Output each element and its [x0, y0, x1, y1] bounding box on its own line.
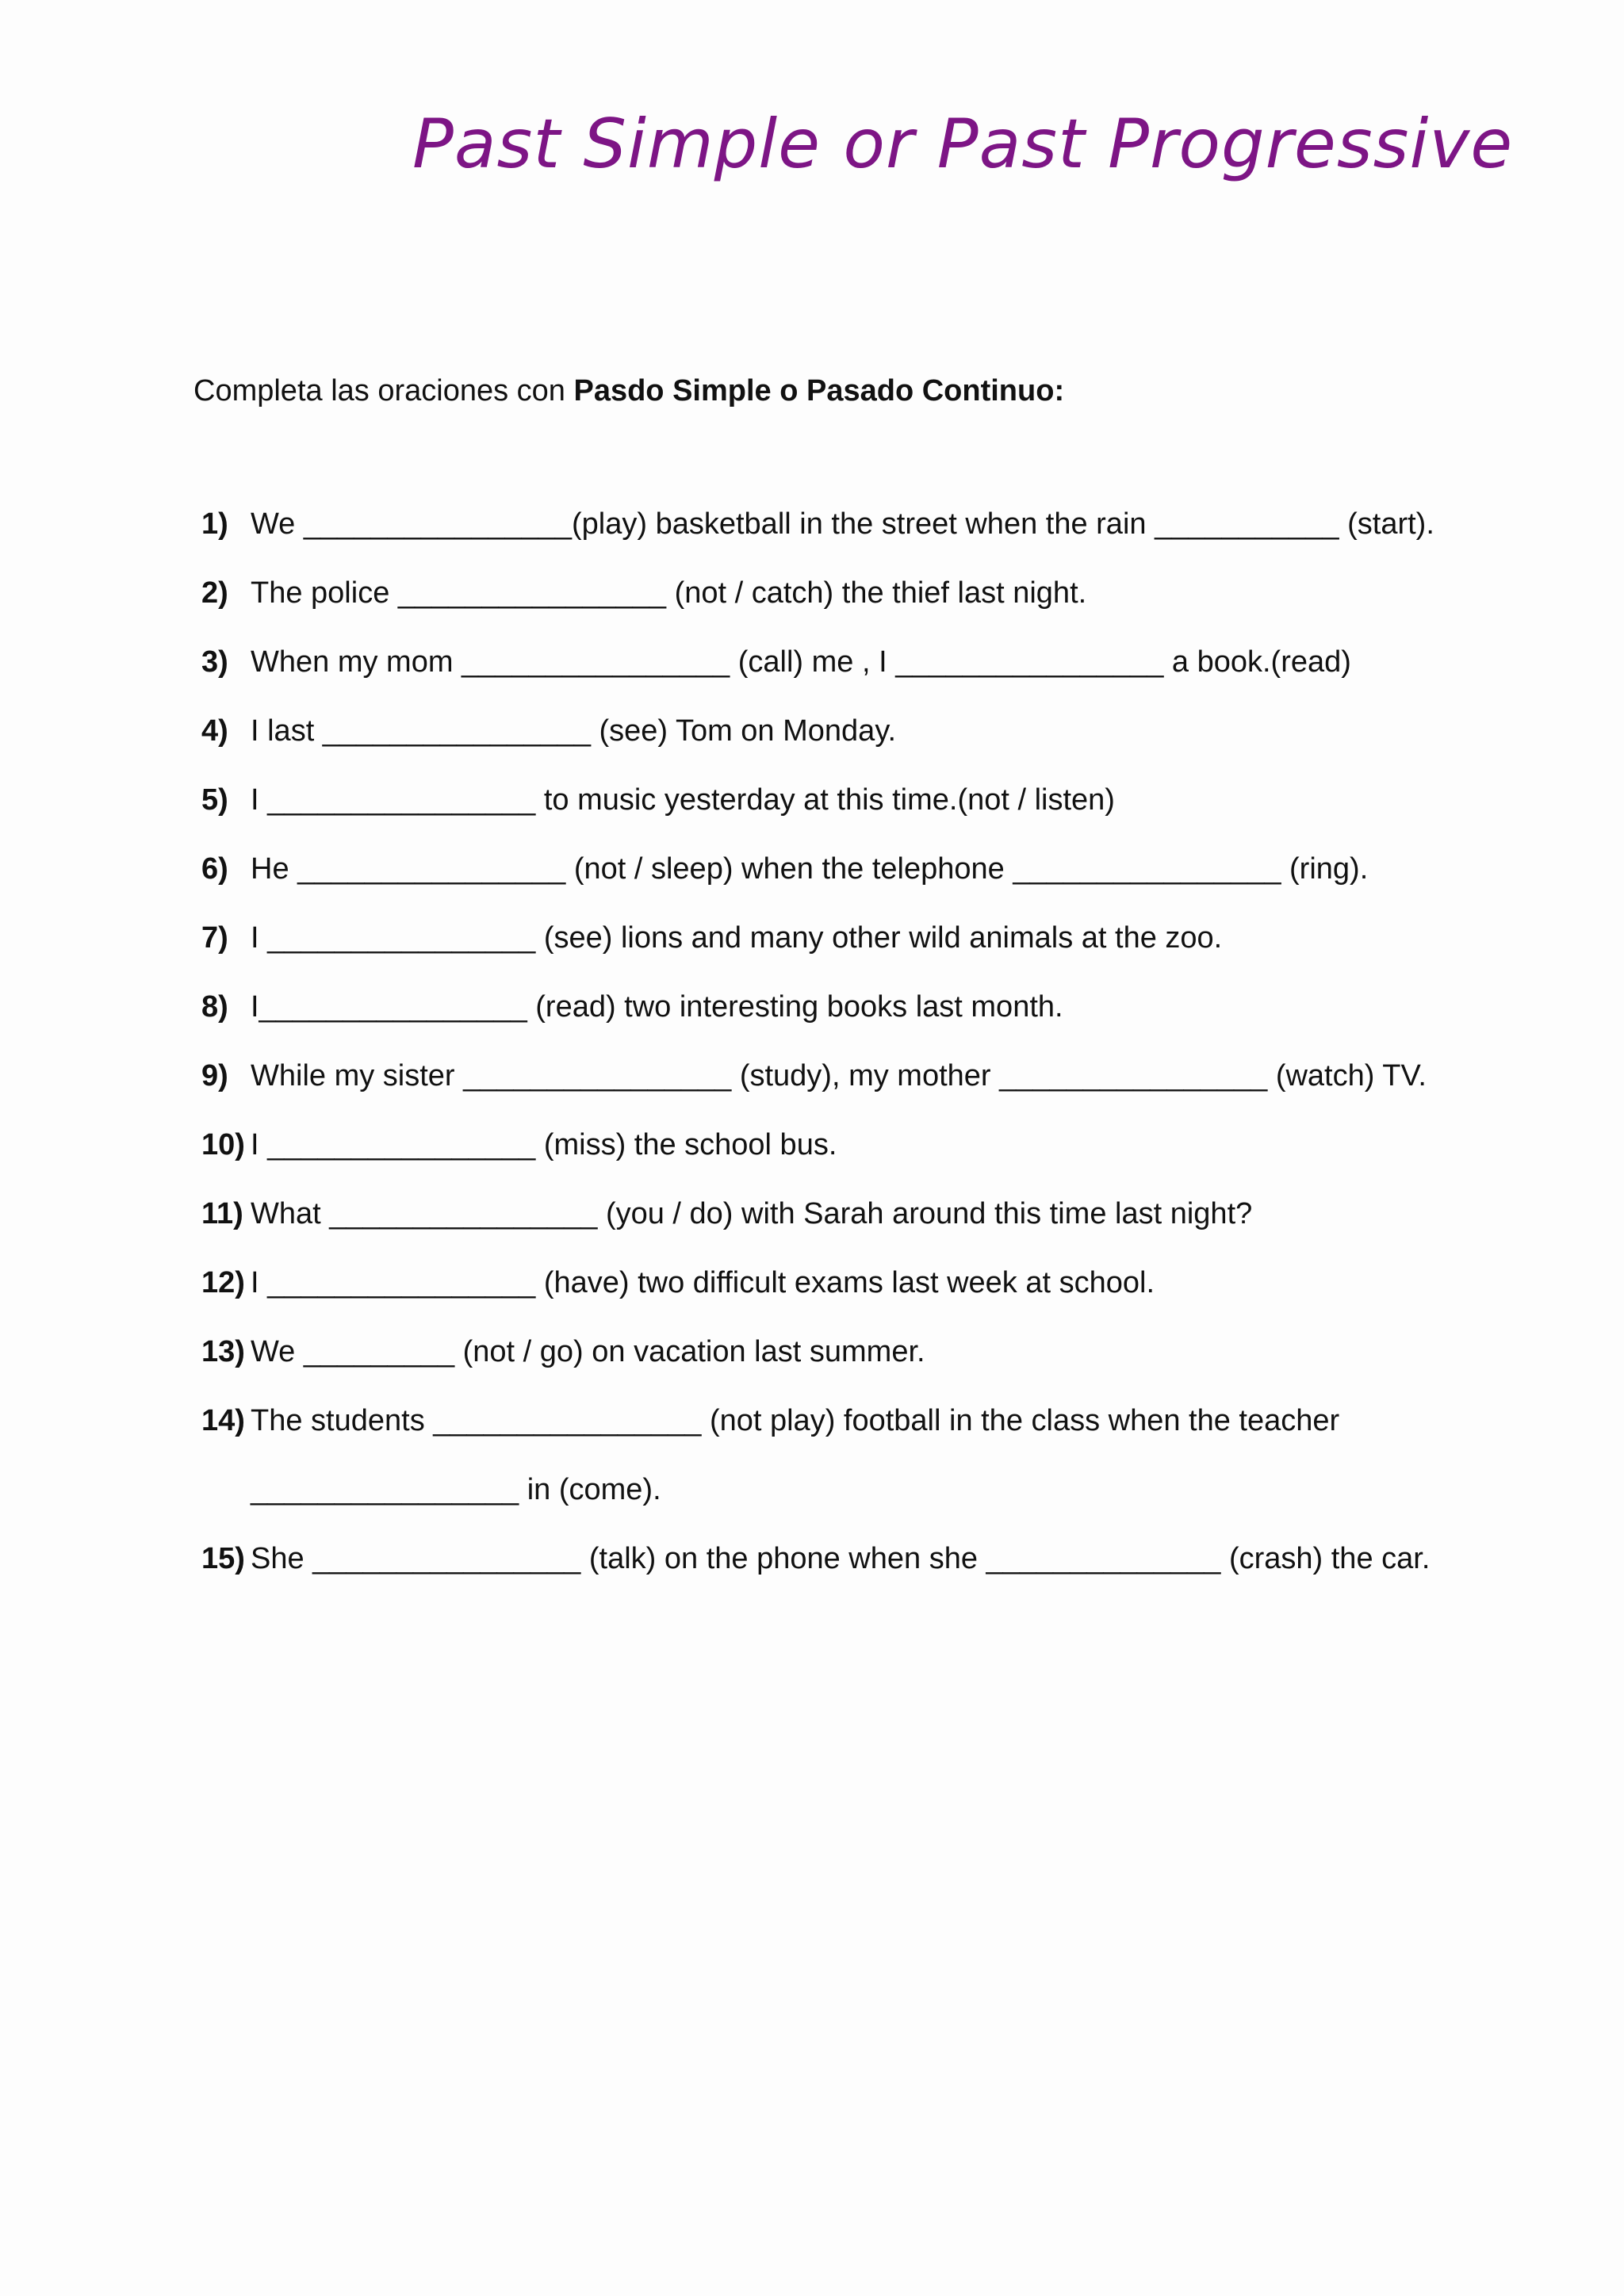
item-number: 14): [201, 1404, 245, 1437]
item-text: I ________________ (have) two difficult exams last week at school.: [251, 1266, 1155, 1299]
item-text: I last ________________ (see) Tom on Monday.: [251, 714, 897, 748]
instructions-text: Completa las oraciones con: [193, 374, 574, 408]
item-number: 5): [201, 783, 228, 817]
exercise-item-14-continuation: ________________ in (come).: [251, 1473, 661, 1506]
item-text: The students ________________ (not play) football in the class when the teacher: [251, 1404, 1340, 1437]
item-number: 7): [201, 921, 228, 955]
exercise-item-3: [201, 647, 1351, 677]
item-text: We _________ (not / go) on vacation last summer.: [251, 1335, 925, 1368]
item-text: I ________________ to music yesterday at this time.(not / listen): [251, 783, 1115, 817]
item-number: 1): [201, 507, 228, 541]
exercise-item-1: [201, 509, 1434, 539]
item-text: When my mom ________________ (call) me , I ________________ a book.(read): [251, 645, 1351, 679]
instructions-bold: Pasdo Simple o Pasado Continuo:: [573, 374, 1065, 408]
exercise-item-7: [201, 923, 1222, 953]
exercise-item-5: [201, 785, 1115, 815]
exercise-item-12: [201, 1268, 1155, 1298]
item-number: 8): [201, 990, 228, 1024]
exercise-item-13: [201, 1337, 925, 1367]
item-text: I________________ (read) two interesting books last month.: [251, 990, 1063, 1024]
item-number: 12): [201, 1266, 245, 1299]
exercise-item-4: [201, 716, 896, 746]
item-text: She ________________ (talk) on the phone when she ______________ (crash) the car.: [251, 1542, 1431, 1575]
exercise-item-10: [201, 1130, 837, 1160]
exercise-item-2: [201, 578, 1086, 608]
item-number: 3): [201, 645, 228, 679]
page-title: Past Simple or Past Progressive: [412, 105, 1514, 184]
item-text: We ________________(play) basketball in the street when the rain ___________ (start).: [251, 507, 1434, 541]
exercise-item-11: [201, 1199, 1252, 1229]
exercise-item-14: [201, 1406, 1339, 1436]
instructions: [193, 374, 1064, 408]
exercise-item-15: [201, 1544, 1430, 1574]
item-text: I ________________ (see) lions and many other wild animals at the zoo.: [251, 921, 1223, 955]
item-number: 11): [201, 1197, 243, 1230]
item-number: 9): [201, 1059, 228, 1093]
item-number: 2): [201, 576, 228, 610]
item-text: The police ________________ (not / catch) the thief last night.: [251, 576, 1087, 610]
exercise-item-6: [201, 854, 1368, 884]
item-text: He ________________ (not / sleep) when the telephone ________________ (ring).: [251, 852, 1369, 886]
item-text: While my sister ________________ (study), my mother ________________ (watch) TV.: [251, 1059, 1427, 1093]
exercise-item-8: [201, 992, 1063, 1022]
item-number: 13): [201, 1335, 245, 1368]
item-text: I ________________ (miss) the school bus.: [251, 1128, 837, 1161]
item-text: What ________________ (you / do) with Sarah around this time last night?: [251, 1197, 1253, 1230]
exercise-item-9: [201, 1061, 1427, 1091]
item-number: 6): [201, 852, 228, 886]
item-number: 15): [201, 1542, 245, 1575]
item-number: 4): [201, 714, 228, 748]
item-number: 10): [201, 1128, 245, 1161]
